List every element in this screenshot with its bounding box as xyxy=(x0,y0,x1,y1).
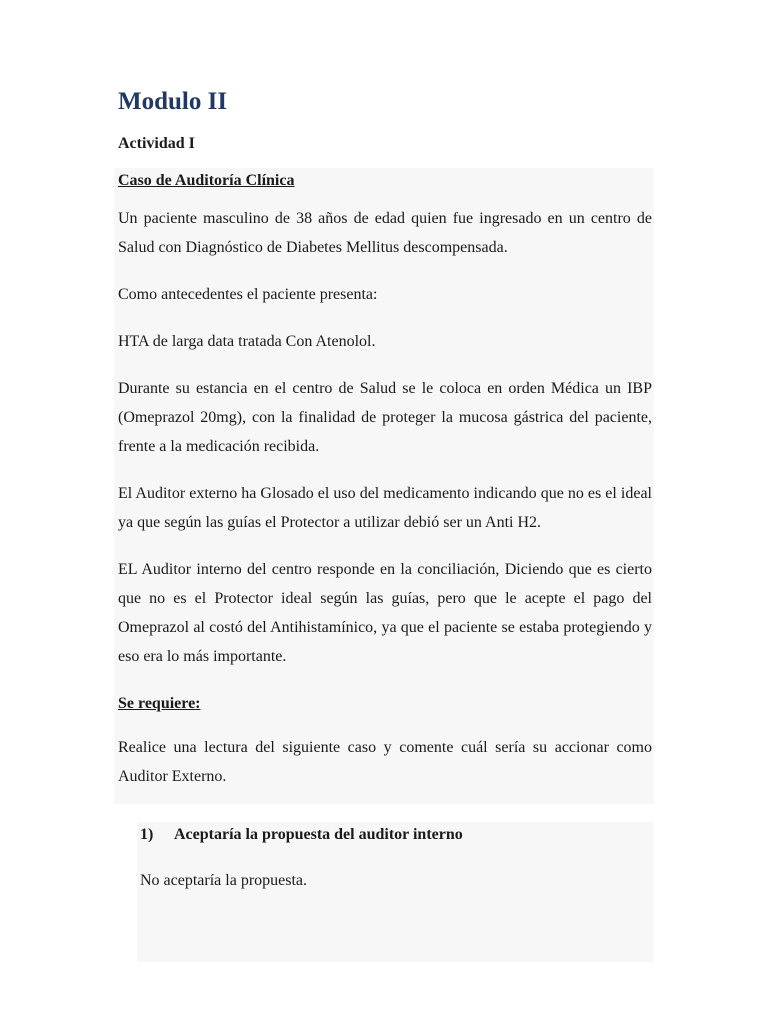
case-paragraph-6: EL Auditor interno del centro responde en la conciliación, Diciendo que es cierto que no es el Protector ideal según las guías, pero que le acepte el pago del Omeprazol al costó del Antihistamínico, ya que el paciente se estaba protegiendo y eso era lo más importante. xyxy=(118,561,652,665)
case-paragraph-5: El Auditor externo ha Glosado el uso del medicamento indicando que no es el ideal ya que según las guías el Protector a utilizar debió ser un Anti H2. xyxy=(118,485,652,531)
question-number: 1) xyxy=(140,826,154,843)
requirement-heading: Se requiere: xyxy=(118,695,201,712)
case-paragraph-1: Un paciente masculino de 38 años de edad quien fue ingresado en un centro de Salud con Diagnóstico de Diabetes Mellitus descompensada. xyxy=(118,210,652,256)
question-title xyxy=(140,824,463,846)
case-paragraph-2: Como antecedentes el paciente presenta: xyxy=(118,286,378,303)
case-content xyxy=(118,168,652,791)
page-title: Modulo II xyxy=(118,88,228,115)
case-heading: Caso de Auditoría Clínica xyxy=(118,172,295,189)
requirement-text: Realice una lectura del siguiente caso y comente cuál sería su accionar como Auditor Externo. xyxy=(118,739,652,785)
question-answer: No aceptaría la propuesta. xyxy=(140,872,308,889)
activity-heading: Actividad I xyxy=(118,135,195,152)
case-paragraph-3: HTA de larga data tratada Con Atenolol. xyxy=(118,333,376,350)
question-text: Aceptaría la propuesta del auditor interno xyxy=(174,826,463,843)
case-paragraph-4: Durante su estancia en el centro de Salud se le coloca en orden Médica un IBP (Omeprazol 20mg), con la finalidad de proteger la mucosa gástrica del paciente, frente a la medicación recibida. xyxy=(118,380,652,455)
